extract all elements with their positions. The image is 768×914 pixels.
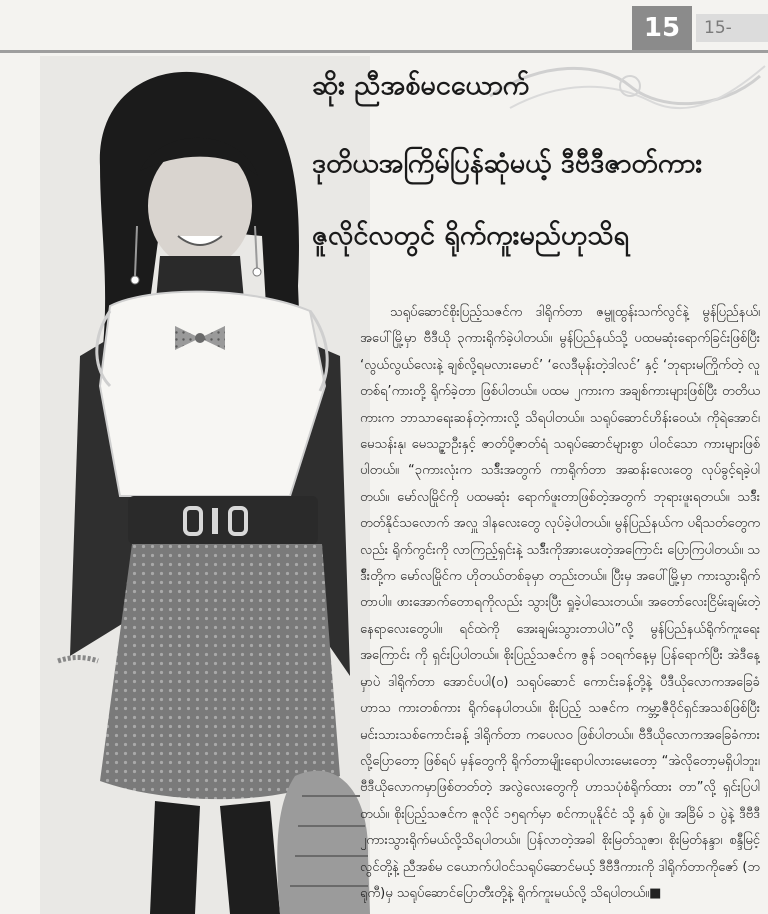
headline-line-2: ဒုတိယအကြိမ်ပြန်ဆုံမယ့် ဒီဗီဒီဇာတ်ကား	[312, 148, 703, 179]
article-paragraph: သရုပ်ဆောင်စိုးပြည့်သဇင်က ဒါရိုက်တာ ဇမ္ဗူထွန်းသက်လွင်နဲ့ မွန်ပြည်နယ်၊ အပေါ်မြို့မှာ ဗီဒီယို ၃ကားရိုက်ခဲ့ပါတယ်။ မွန်ပြည်နယ်သို့ ပထမဆုံးရောက်ခြင်းဖြစ်ပြီး ‘လွယ်လွယ်လေးနဲ့ ချစ်လို့ရမလားမောင်’ ‘လေဒီမုန်းတဲ့ဒါလင်’ နှင့် ‘ဘုရားမကြိုက်တဲ့ လူတစ်ရ’ကားတို့ ရိုက်ခဲ့တာ ဖြစ်ပါတယ်။ ပထမ ၂ကားက အချစ်ကားများဖြစ်ပြီး တတိယကားက ဘာသာရေးဆန်တဲ့ကားလို့ သိရပါတယ်။ သရုပ်ဆောင်ဟိန်းဝေယံ၊ ကိုရဲအောင်၊ မေသန်းနု၊ မေသဥ္ဇာဦးနှင့် ဇာတ်ပို့ဇာတ်ရံ သရုပ်ဆောင်များစွာ ပါဝင်သော ကားများဖြစ်ပါတယ်။ “၃ကားလုံးက သဒ်ီးအတွက် ကာရိုက်တာ အဆန်းလေးတွေ လုပ်ခွင့်ရခဲ့ပါတယ်။ မော်လမြိုင်ကို ပထမဆုံး ရောက်ဖူးတာဖြစ်တဲ့အတွက် ဘုရားဖူးရတယ်။ သဒ်ီးတတ်နိုင်သလောက် အလှူ ဒါနလေးတွေ လုပ်ခဲ့ပါတယ်။ မွန်ပြည်နယ်က ပရိသတ်တွေက လည်း ရိုက်ကွင်းကို လာကြည့်ရှင်းနဲ့ သဒ်ီးကိုအားပေးတဲ့အကြောင်း ပြောကြပါတယ်။ သဒ်ီးတို့က မော်လမြိုင်က ဟိုတယ်တစ်ခုမှာ တည်းတယ်။ ပြီးမှ အပေါ်မြို့မှာ ကားသွားရိုက်တာပါ။ ဖားအောက်တောရကိုလည်း သွားပြီး ရှုခဲ့ပါသေးတယ်။ အတော်လေးငြိမ်းချမ်းတဲ့ နေရာလေးတွေပါ။ ရင်ထဲကို အေးချမ်းသွားတာပါပဲ”လို့ မွန်ပြည်နယ်ရိုက်ကူးရေးအကြောင်း ကို ရှင်းပြပါတယ်။ စိုးပြည့်သဇင်က ဇွန် ၁၀ရက်နေ့မှ ပြန်ရောက်ပြီး အဲဒီနေ့မှာပဲ ဒါရိုက်တာ အောင်ပပါ(ဝ) သရုပ်ဆောင် ကောင်းခန့်တို့နဲ့ ပီဒီယိုလောကအခြေခံဟာသ ကားတစ်ကား ရိုက်နေပါတယ်။ စိုးပြည့် သဇင်က ကမ္ဘာ့ဇီဝိုင်ရှင်အသစ်ဖြစ်ပြီး မင်းသားသစ်ကောင်းခန့် ဒါရိုက်တာ ကပေလဝ ဖြစ်ပါတယ်။ ဗီဒီယိုလောကအခြေခံကားလို့ပြောတော့ ဖြစ်ရပ် မှန်တွေကို ရိုက်တာမျိုးရောပါလားမေးတော့ “အဲလိုတော့မရှိပါဘူး၊ ဗီဒီယိုလောကမှာဖြစ်တတ်တဲ့ အလွဲလေးတွေကို ဟာသပုံစံရိုက်ထား တာ”လို့ ရှင်းပြပါတယ်။ စိုးပြည့်သဇင်က ဇူလိုင် ၁၅ရက်မှာ စင်ကာပူနိုင်ငံ သို့ နှစ် ပွဲ။ အခြိမ် ၁ ပွဲနဲ့ ဒီဗီဒီ ၂ကားသွားရိုက်မယ်လို့သိရပါတယ်။ ပြန်လာတဲ့အခါ စိုးမြတ်သူဇာ၊ စိုးမြတ်နန္ဒာ၊ စန္ဒီမြင့်လွင်တို့နဲ့ ညီအစ်မ ငယောက်ပါဝင်သရုပ်ဆောင်မယ့် ဒီဗီဒီကားကို ဒါရိုက်တာကိုဇော် (ဘရုကီ)မှ သရုပ်ဆောင်ပြောတီးတို့နဲ့ ရိုက်ကူးမယ်လို့ သိရပါတယ်။■	[360, 305, 760, 901]
headline-line-1: ဆိုး ညီအစ်မငယောက်	[312, 70, 530, 101]
header-rule	[0, 50, 768, 53]
issue-date: 15-	[696, 14, 768, 42]
page-number: 15	[632, 6, 692, 50]
headline-line-3: ဇူလိုင်လတွင် ရိုက်ကူးမည်ဟုသိရ	[312, 220, 630, 251]
article-body	[360, 300, 760, 908]
headline-block	[312, 66, 762, 294]
